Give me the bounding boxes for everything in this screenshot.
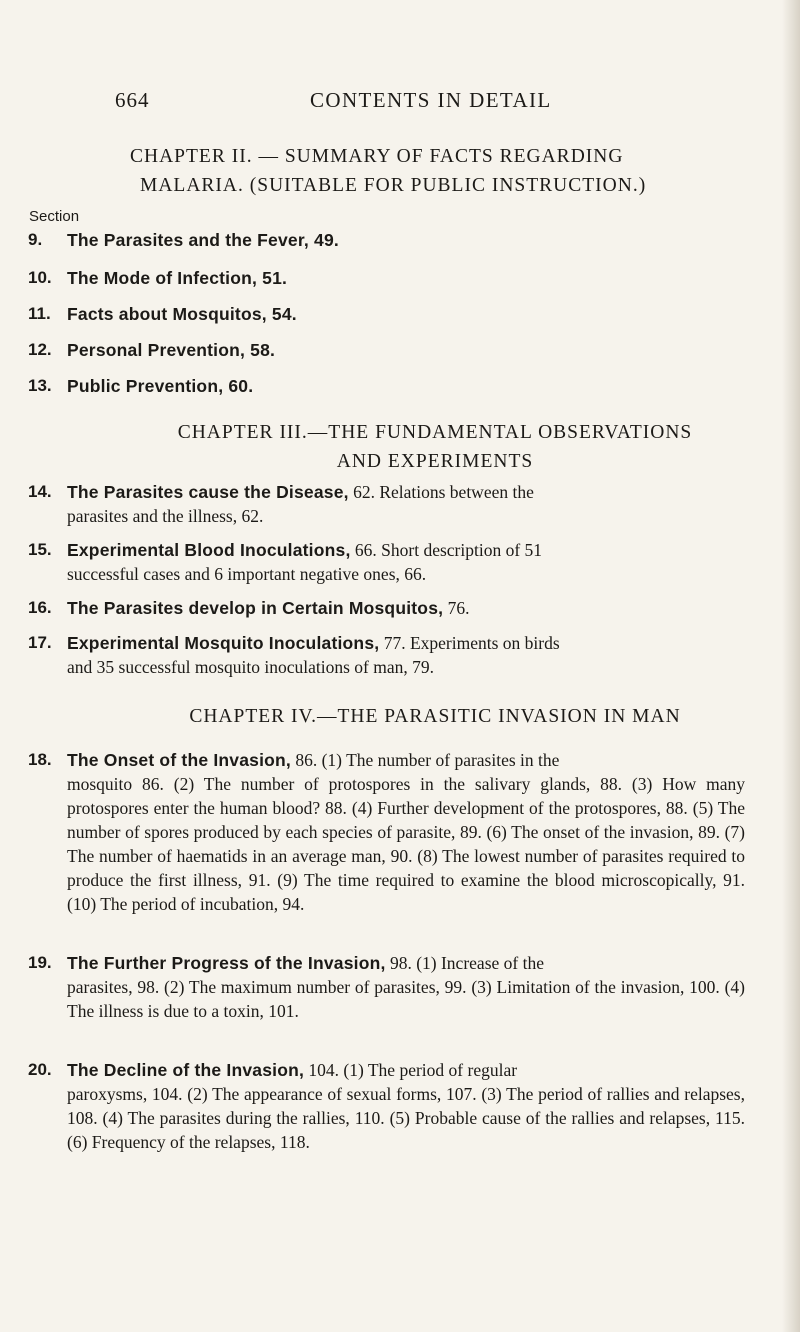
chapter-4-heading-line: CHAPTER IV.—THE PARASITIC INVASION IN MAN <box>189 706 681 727</box>
section-label: Section <box>29 208 80 225</box>
entry-description: paroxysms, 104. (2) The appearance of sexual forms, 107. (3) The period of rallies and relapses, 108. (4) The parasites during the rallies, 110. (5) Probable cause of the rallies and relapses, 115. (6) Frequency of the relapses, 118. <box>67 1084 745 1152</box>
entry-text: The Parasites and the Fever, 49. <box>67 230 339 250</box>
entry-first-line: 76. <box>443 598 470 618</box>
entry-number: 16. <box>28 598 52 617</box>
entry-description: parasites, 98. (2) The maximum number of parasites, 99. (3) Limitation of the invasion, 100. (4) The illness is due to a toxin, 101. <box>67 977 745 1021</box>
chapter-2-heading-line-2: MALARIA. (SUITABLE FOR PUBLIC INSTRUCTION.) <box>140 175 647 196</box>
entry-number: 11. <box>28 304 51 323</box>
chapter-2-heading-line-1: CHAPTER II. — SUMMARY OF FACTS REGARDING <box>130 146 624 167</box>
toc-entry-20 <box>28 1058 745 1154</box>
entry-description: mosquito 86. (2) The number of protospores in the salivary glands, 88. (3) How many protospores enter the human blood? 88. (4) Further development of the protospores, 88. (5) The number of spores produced by each species of parasite, 89. (6) The onset of the invasion, 89. (7) The number of haematids in an average man, 90. (8) The lowest number of parasites required to produce the first illness, 91. (9) The time required to examine the blood microscopically, 91. (10) The period of incubation, 94. <box>67 774 745 914</box>
chapter-3-heading-line-1: CHAPTER III.—THE FUNDAMENTAL OBSERVATIONS <box>177 422 693 443</box>
entry-number: 9. <box>28 230 43 249</box>
entry-number: 14. <box>28 482 52 501</box>
toc-entry-15 <box>28 538 745 586</box>
entry-number: 15. <box>28 540 52 559</box>
entry-number: 19. <box>28 953 52 972</box>
entry-description: parasites and the illness, 62. <box>67 506 264 526</box>
toc-entry-19 <box>28 951 745 1023</box>
toc-entry-18 <box>28 748 745 916</box>
toc-entry-13 <box>28 374 745 398</box>
entry-description: successful cases and 6 important negative ones, 66. <box>67 564 427 584</box>
page-number: 664 <box>115 88 150 112</box>
entry-first-line: 104. (1) The period of regular <box>304 1060 518 1080</box>
entry-title: The Further Progress of the Invasion, <box>67 953 386 973</box>
entry-title: The Decline of the Invasion, <box>67 1060 305 1080</box>
chapter-2-heading <box>130 142 770 200</box>
entry-number: 18. <box>28 750 52 769</box>
toc-entry-17 <box>28 631 745 679</box>
toc-entry-16 <box>28 596 745 620</box>
toc-entry-14 <box>28 480 745 528</box>
toc-entry-12 <box>28 338 745 362</box>
entry-title: The Parasites cause the Disease, <box>67 482 349 502</box>
toc-entry-10 <box>28 266 745 290</box>
chapter-3-heading-line-2: AND EXPERIMENTS <box>336 451 534 472</box>
entry-title: Experimental Blood Inoculations, <box>67 540 351 560</box>
chapter-3-heading <box>115 418 755 476</box>
chapter-4-heading <box>115 702 755 731</box>
entry-number: 17. <box>28 633 52 652</box>
entry-number: 20. <box>28 1060 52 1079</box>
running-head-title: CONTENTS IN DETAIL <box>310 88 552 112</box>
entry-first-line: 62. Relations between the <box>348 482 534 502</box>
entry-first-line: 86. (1) The number of parasites in the <box>290 750 560 770</box>
entry-title: The Parasites develop in Certain Mosquitos, <box>67 598 444 618</box>
toc-entry-9 <box>28 228 745 252</box>
entry-title: Experimental Mosquito Inoculations, <box>67 633 380 653</box>
running-head <box>115 88 745 118</box>
entry-text: Public Prevention, 60. <box>67 376 254 396</box>
entry-number: 10. <box>28 268 52 287</box>
entry-text: Facts about Mosquitos, 54. <box>67 304 297 324</box>
entry-title: The Onset of the Invasion, <box>67 750 291 770</box>
entry-first-line: 98. (1) Increase of the <box>385 953 544 973</box>
entry-number: 12. <box>28 340 52 359</box>
page-edge-shadow <box>782 0 800 1332</box>
toc-entry-11 <box>28 302 745 326</box>
entry-first-line: 77. Experiments on birds <box>379 633 560 653</box>
entry-text: Personal Prevention, 58. <box>67 340 276 360</box>
entry-description: and 35 successful mosquito inoculations of man, 79. <box>67 657 434 677</box>
entry-text: The Mode of Infection, 51. <box>67 268 288 288</box>
entry-first-line: 66. Short description of 51 <box>350 540 543 560</box>
entry-number: 13. <box>28 376 52 395</box>
